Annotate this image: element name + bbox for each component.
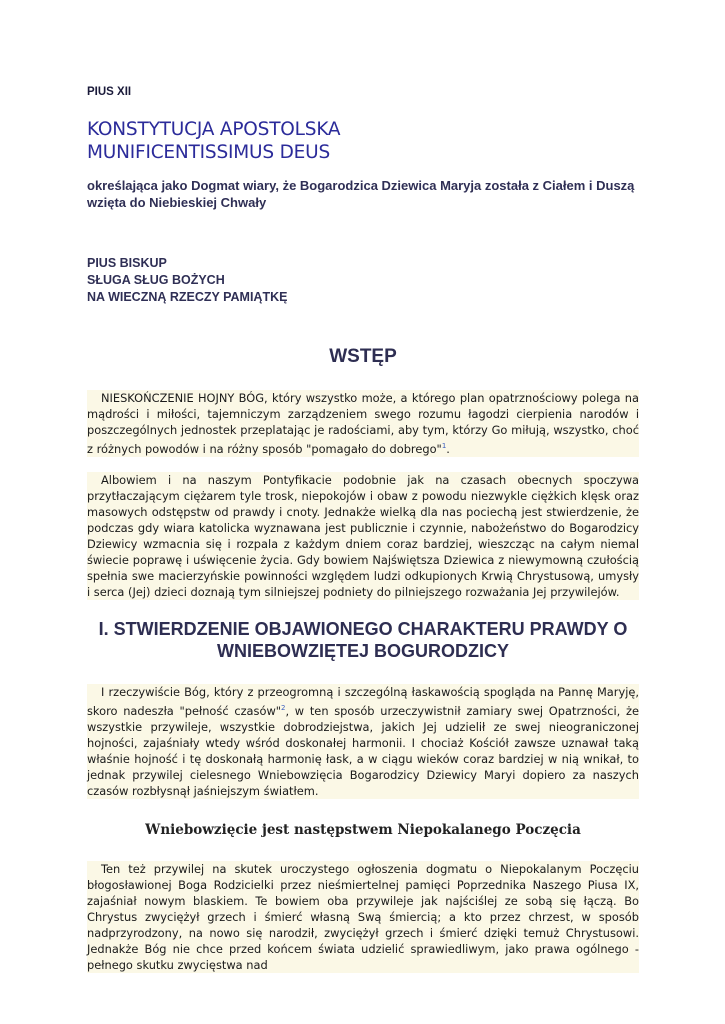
salutation-line3: NA WIECZNĄ RZECZY PAMIĄTKĘ: [87, 290, 288, 304]
intro-heading: WSTĘP: [329, 346, 397, 367]
section-1-paragraph-1-text-b: , w ten sposób urzeczywistnił zamiary swej Opatrzności, że wszystkie przywileje, wszystkie dobrodziejstwa, jakich Jej udzielił ze swej nieograniczonej hojności, zajaśniały wtedy wśród doskonałej harmonii. I chociaż Kościół zawsze uznawał taką właśnie hojność i tę doskonałą harmonię łask, a w ciągu wieków coraz bardziej w nią wnikał, to jednak przywilej cielesnego Wniebowzięcia Bogarodzicy Dziewicy Maryi dopiero za naszych czasów rozbłysnął jaśniejszym światłem.: [87, 703, 639, 798]
section-1-paragraph-1: [87, 684, 639, 799]
document-title-line1: KONSTYTUCJA APOSTOLSKA: [87, 119, 341, 140]
salutation-line1: PIUS BISKUP: [87, 256, 167, 270]
document-subtitle: określająca jako Dogmat wiary, że Bogarodzica Dziewica Maryja została z Ciałem i Duszą wzięta do Niebieskiej Chwały: [87, 178, 635, 210]
section-1-paragraph-1-text-a: I rzeczywiście Bóg, który z przeogromną i szczególną łaskawością spogląda na Pannę Maryję, skoro nadeszła "pełność czasów": [87, 684, 639, 718]
intro-paragraph-2: Albowiem i na naszym Pontyfikacie podobnie jak na czasach obecnych spoczywa przytłaczającym ciężarem tyle trosk, niepokojów i obaw z powodu niezwykle ciężkich klęsk oraz masowych odstępstw od prawdy i cnoty. Jednakże wielką dla nas pociechą jest stwierdzenie, że podczas gdy wiara katolicka wyznawana jest publicznie i czynnie, nabożeństwo do Bogarodzicy Dziewicy wzmacnia się i rozpala z każdym dniem coraz bardziej, wieszcząc na całym niemal świecie poprawę i uświęcenie życia. Gdy bowiem Najświętsza Dziewica z niewymowną czułością spełnia swe macierzyńskie powinności względem ludzi odkupionych Krwią Chrystusową, umysły i serca (Jej) dzieci doznają tym silniejszej podniety do pilniejszego rozważania Jej przywilejów.: [87, 472, 639, 599]
document-title: [87, 118, 639, 164]
section-1-heading-line2: WNIEBOWZIĘTEJ BOGURODZICY: [217, 640, 509, 661]
salutation-line2: SŁUGA SŁUG BOŻYCH: [87, 273, 225, 287]
section-1-heading-line1: I. STWIERDZENIE OBJAWIONEGO CHARAKTERU PRAWDY O: [98, 618, 628, 639]
salutation-block: [87, 255, 639, 306]
subsection-heading: Wniebowzięcie jest następstwem Niepokalanego Poczęcia: [145, 821, 581, 838]
author-label: PIUS XII: [87, 86, 132, 98]
footnote-link-2[interactable]: 2: [281, 703, 286, 712]
section-1-heading: [87, 618, 639, 662]
footnote-link-1[interactable]: 1: [441, 442, 447, 450]
document-page: [87, 80, 639, 973]
intro-paragraph-1-text: NIESKOŃCZENIE HOJNY BÓG, który wszystko może, a którego plan opatrznościowy polega na mądrości i miłości, tajemniczym zarządzeniem swego rozumu łagodzi cierpienia narodów i poszczególnych jednostek przeplatając je radościami, aby tym, którzy Go miłują, wszystko, choć z różnych powodów i na różny sposób "pomagało do dobrego": [87, 391, 639, 456]
intro-paragraph-1-end: .: [446, 441, 450, 456]
section-1-paragraph-2: Ten też przywilej na skutek uroczystego ogłoszenia dogmatu o Niepokalanym Poczęciu błogosławionej Boga Rodzicielki przez nieśmiertelnej pamięci Poprzednika Naszego Piusa IX, zajaśniał nowym blaskiem. Te bowiem oba przywileje jak najściślej ze sobą się łączą. Bo Chrystus zwyciężył grzech i śmierć własną Swą śmiercią; a kto przez chrzest, w sposób nadprzyrodzony, na nowo się narodził, zwyciężył grzech i śmierć dzięki temuż Chrystusowi. Jednakże Bóg nie chce przed końcem świata udzielić sprawiedliwym, jako prawa ogólnego - pełnego skutku zwycięstwa nad: [87, 861, 639, 972]
intro-paragraph-1: [87, 390, 639, 457]
document-title-line2: MUNIFICENTISSIMUS DEUS: [87, 142, 330, 163]
